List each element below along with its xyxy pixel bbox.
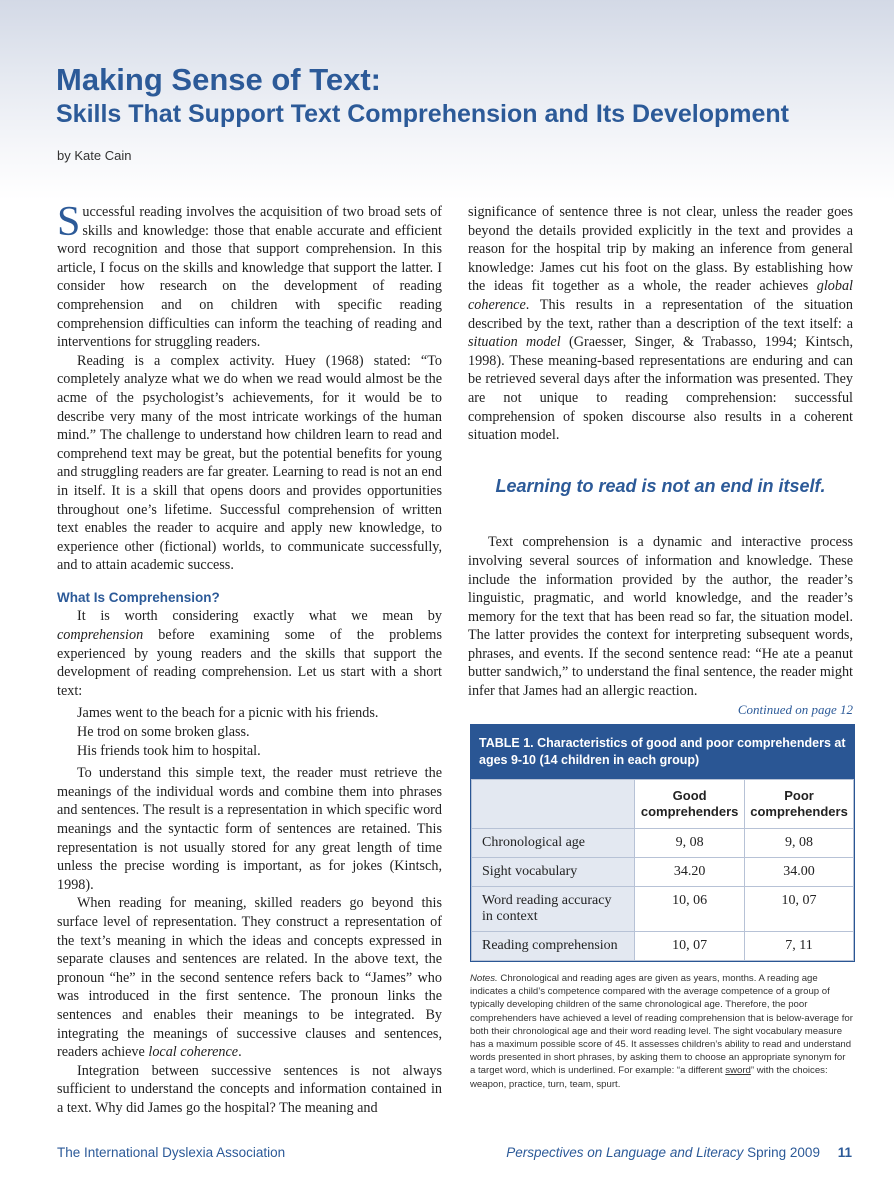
row-label: Reading comprehension [472, 932, 635, 961]
issue-date: Spring 2009 [747, 1145, 820, 1160]
paragraph: Integration between successive sentences is not always sufficient to understand the concepts and information contained in a text. Why did James go the hospital? The meaning and [57, 1062, 442, 1116]
row-label: Word reading accuracy in context [472, 887, 635, 932]
footer-publication [506, 1145, 852, 1160]
row-label: Sight vocabulary [472, 858, 635, 887]
pull-quote: Learning to read is not an end in itself. [495, 475, 826, 496]
cell-poor: 9, 08 [745, 829, 854, 858]
right-column [468, 203, 853, 719]
table-row [472, 932, 854, 961]
table-header-row [472, 780, 854, 829]
table-row [472, 887, 854, 932]
header-cell [472, 780, 635, 829]
cell-good: 10, 07 [635, 932, 745, 961]
underlined-word: sword [725, 1065, 751, 1077]
cell-good: 34.20 [635, 858, 745, 887]
notes-label: Notes. [470, 973, 498, 984]
footer-organization: The International Dyslexia Association [57, 1145, 286, 1160]
continued-link[interactable]: Continued on page 12 [737, 701, 853, 717]
table-1 [470, 724, 855, 962]
paragraph: It is worth considering exactly what we mean by comprehension before examining some of the problems experienced by young readers and the skills that support the development of reading comprehension. Let us start with a short text: [57, 608, 442, 699]
byline: by Kate Cain [57, 148, 132, 163]
paragraph: To understand this simple text, the reader must retrieve the meanings of the individual words and combine them into phrases and sentences. The result is a representation in which specific word meanings and the syntactic form of sentences are retained. This representation is not usually stored for any great length of time unless the precise wording is important, as for jokes (Kintsch, 1998). [57, 765, 442, 893]
article-title: Making Sense of Text: [56, 62, 381, 97]
cell-poor: 7, 11 [745, 932, 854, 961]
data-table [471, 779, 854, 961]
table-notes: Notes. Chronological and reading ages are given as years, months. A reading age indicates a child’s competence compared with the average competence of a group of typically developing children of the same chronological age. Therefore, the poor comprehenders have achieved a level of reading comprehension that is below-average for both their chronological age and their word reading level. The sight vocabulary measure has a maximum possible score of 45. It assesses children’s ability to read and understand words presented in short phrases, by asking them to choose an appropriate synonym for a target word, which is underlined. For example: “a different sword” with the choices: weapon, practice, turn, team, spurt. [470, 973, 853, 1090]
paragraph: Reading is a complex activity. Huey (1968) stated: “To completely analyze what we do when we read would almost be the acme of the psychologist’s achievements, for it would be to describe very many of the most intricate workings of the human mind.” The challenge to understand how children learn to read and comprehend text may be great, but the potential benefits for young and struggling readers are far greater. Learning to read is not an end in itself. It is a skill that opens doors and provides opportunities throughout one’s lifetime. Successful comprehension of written text enables the reader to acquire and apply new knowledge, to experience other (fictional) worlds, to communicate successfully, and to attain academic success. [57, 352, 442, 574]
cell-good: 9, 08 [635, 829, 745, 858]
left-column [57, 199, 442, 1118]
header-cell: Poor comprehenders [745, 780, 854, 829]
drop-cap: S [57, 199, 81, 245]
table-row [472, 858, 854, 887]
paragraph: Text comprehension is a dynamic and interactive process involving several sources of information and knowledge. These include the information provided by the author, the reader’s linguistic, pragmatic, and world knowledge, and the reader’s memory for the text that has been read so far, the situation model. The latter provides the context for interpreting subsequent words, phrases, and events. If the second sentence read: “He ate a peanut butter sandwich,” to understand the final sentence, the reader might infer that James had an allergic reaction. [468, 534, 853, 700]
section-heading: What Is Comprehension? [57, 589, 220, 605]
example-line: He trod on some broken glass. [77, 724, 250, 741]
table-caption: TABLE 1. Characteristics of good and poor comprehenders at ages 9-10 (14 children in each group) [471, 725, 854, 779]
publication-name: Perspectives on Language and Literacy [506, 1145, 744, 1160]
row-label: Chronological age [472, 829, 635, 858]
example-text [57, 704, 442, 760]
intro-paragraph: Successful reading involves the acquisition of two broad sets of skills and knowledge: those that enable accurate and efficient word recognition and those that support comprehension. In this article, I focus on the skills and knowledge that support the latter. I consider how research on the development of reading comprehension and on children with specific reading comprehension difficulties can inform the teaching of reading and interventions for struggling readers. [57, 199, 442, 351]
example-line: James went to the beach for a picnic with his friends. [77, 705, 379, 722]
article-subtitle: Skills That Support Text Comprehension and Its Development [56, 100, 789, 128]
paragraph: significance of sentence three is not clear, unless the reader goes beyond the details provided explicitly in the text and provides a reason for the hospital trip by making an inference from general knowledge: James cut his foot on the glass. By establishing how the ideas fit together as a whole, the reader achieves global coherence. This results in a representation of the situation described by the text, rather than a description of the text itself: a situation model (Graesser, Singer, & Trabasso, 1994; Kintsch, 1998). These meaning-based representations are enduring and can be retrieved several days after the information was presented. They are not unique to reading comprehension: successful comprehension of spoken discourse also results in a coherent situation model. [468, 204, 853, 444]
paragraph: When reading for meaning, skilled readers go beyond this surface level of representation. They construct a representation of the text’s meaning in which the ideas and concepts expressed in separate clauses and sentences are related. In the above text, the pronoun “he” in the second sentence refers back to “James” who was introduced in the first sentence. The pronoun links the sentences and enables their meanings to be integrated. By integrating the meanings of successive clauses and sentences, readers achieve local coherence. [57, 895, 442, 1061]
table-row [472, 829, 854, 858]
page-number: 11 [837, 1145, 852, 1160]
example-line: His friends took him to hospital. [77, 742, 261, 759]
cell-good: 10, 06 [635, 887, 745, 932]
cell-poor: 10, 07 [745, 887, 854, 932]
cell-poor: 34.00 [745, 858, 854, 887]
header-cell: Good comprehenders [635, 780, 745, 829]
